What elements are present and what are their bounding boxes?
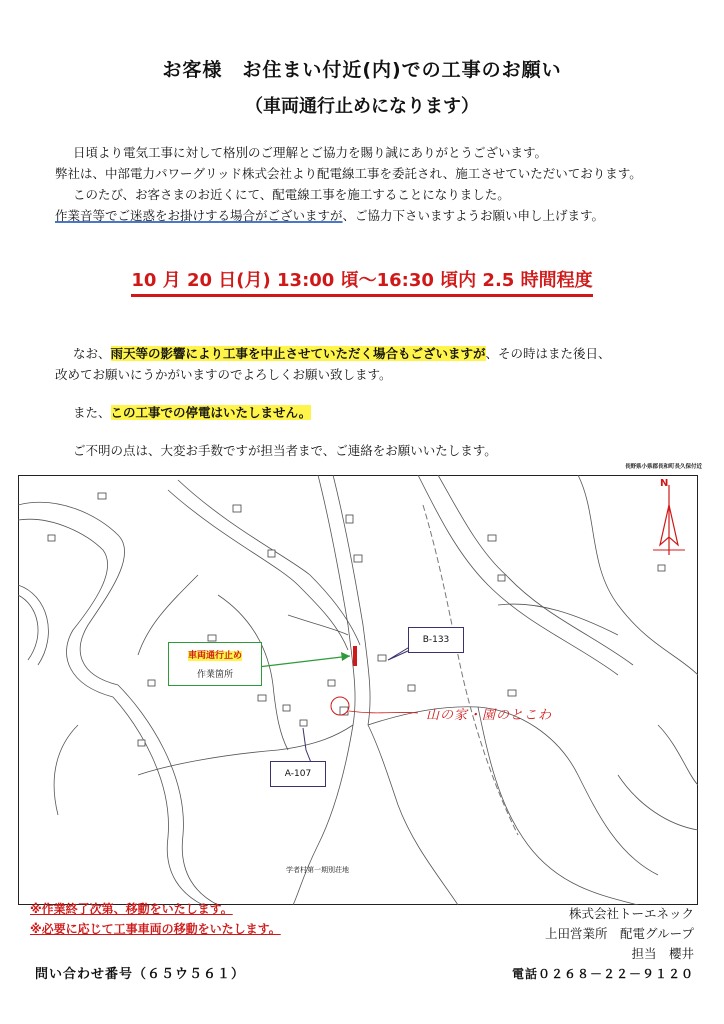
road-closure-marker (353, 646, 357, 666)
work-site-label: 作業箇所 (196, 670, 233, 680)
schedule-datetime: 10 月 20 日(月) 13:00 頃～16:30 頃内 2.5 時間程度 (131, 266, 592, 297)
phone-number: 電話０２６８－２２－９１２０ (511, 967, 694, 981)
rain-highlight: 雨天等の影響により工事を中止させていただく場合もございますが (110, 346, 486, 361)
page-title: お客様 お住まい付近(内)での工事のお願い (162, 59, 562, 81)
site-map (18, 475, 698, 905)
intro-line-1: 日頃より電気工事に対して格別のご理解とご協力を賜り誠にありがとうございます。 (73, 145, 548, 160)
outage-highlight: この工事での停電はいたしません。 (110, 405, 312, 420)
handwritten-note: 山の家・園のとこわ (426, 708, 553, 723)
closure-label: 車両通行止め (187, 651, 242, 661)
closure-label-box (168, 642, 262, 686)
outage-line (55, 402, 695, 423)
rain-line-2: 改めてお願いにうかがいますのでよろしくお願い致します。 (55, 367, 392, 382)
intro-line-2: 弊社は、中部電力パワーグリッド株式会社より配電線工事を委託され、施工させていただいております。 (55, 166, 642, 181)
footer-note-2: ※必要に応じて工事車両の移動をいたします。 (30, 922, 281, 936)
north-label: N (660, 478, 669, 489)
noise-notice-underlined: 作業音等でご迷惑をお掛けする場合がございますが (55, 208, 343, 223)
office-name: 上田営業所 配電グループ (544, 926, 694, 941)
page-subtitle: （車両通行止めになります） (245, 96, 479, 117)
outage-prefix: また、 (73, 405, 111, 420)
map-drawing (18, 475, 698, 905)
contact-notice (55, 440, 695, 461)
rain-line-1 (55, 343, 695, 364)
rain-prefix: なお、 (73, 346, 111, 361)
rain-notice (55, 343, 695, 385)
schedule-block (0, 266, 724, 297)
outage-notice (55, 402, 695, 423)
noise-notice-rest: 、ご協力下さいますようお願い申し上げます。 (342, 208, 605, 223)
person-in-charge: 担当 櫻井 (631, 946, 694, 961)
inquiry-number: 問い合わせ番号（６５ウ５６１） (35, 967, 246, 982)
contact-line: ご不明の点は、大変お手数ですが担当者まで、ご連絡をお願いいたします。 (73, 443, 497, 458)
company-name: 株式会社トーエネック (568, 906, 694, 921)
footer-note-1: ※作業終了次第、移動をいたします。 (30, 902, 233, 916)
rain-suffix: 、その時はまた後日、 (485, 346, 611, 361)
area-label: 学者村第一期別荘地 (286, 866, 349, 874)
intro-paragraph (55, 142, 695, 226)
pole-a-label: A-107 (270, 761, 326, 787)
intro-line-3: このたび、お客さまのお近くにて、配電線工事を施工することになりました。 (73, 187, 510, 202)
map-caption: 長野県小県郡長和町長久保付近 (624, 464, 702, 470)
pole-b-label: B-133 (408, 627, 464, 653)
intro-line-4 (55, 205, 695, 226)
